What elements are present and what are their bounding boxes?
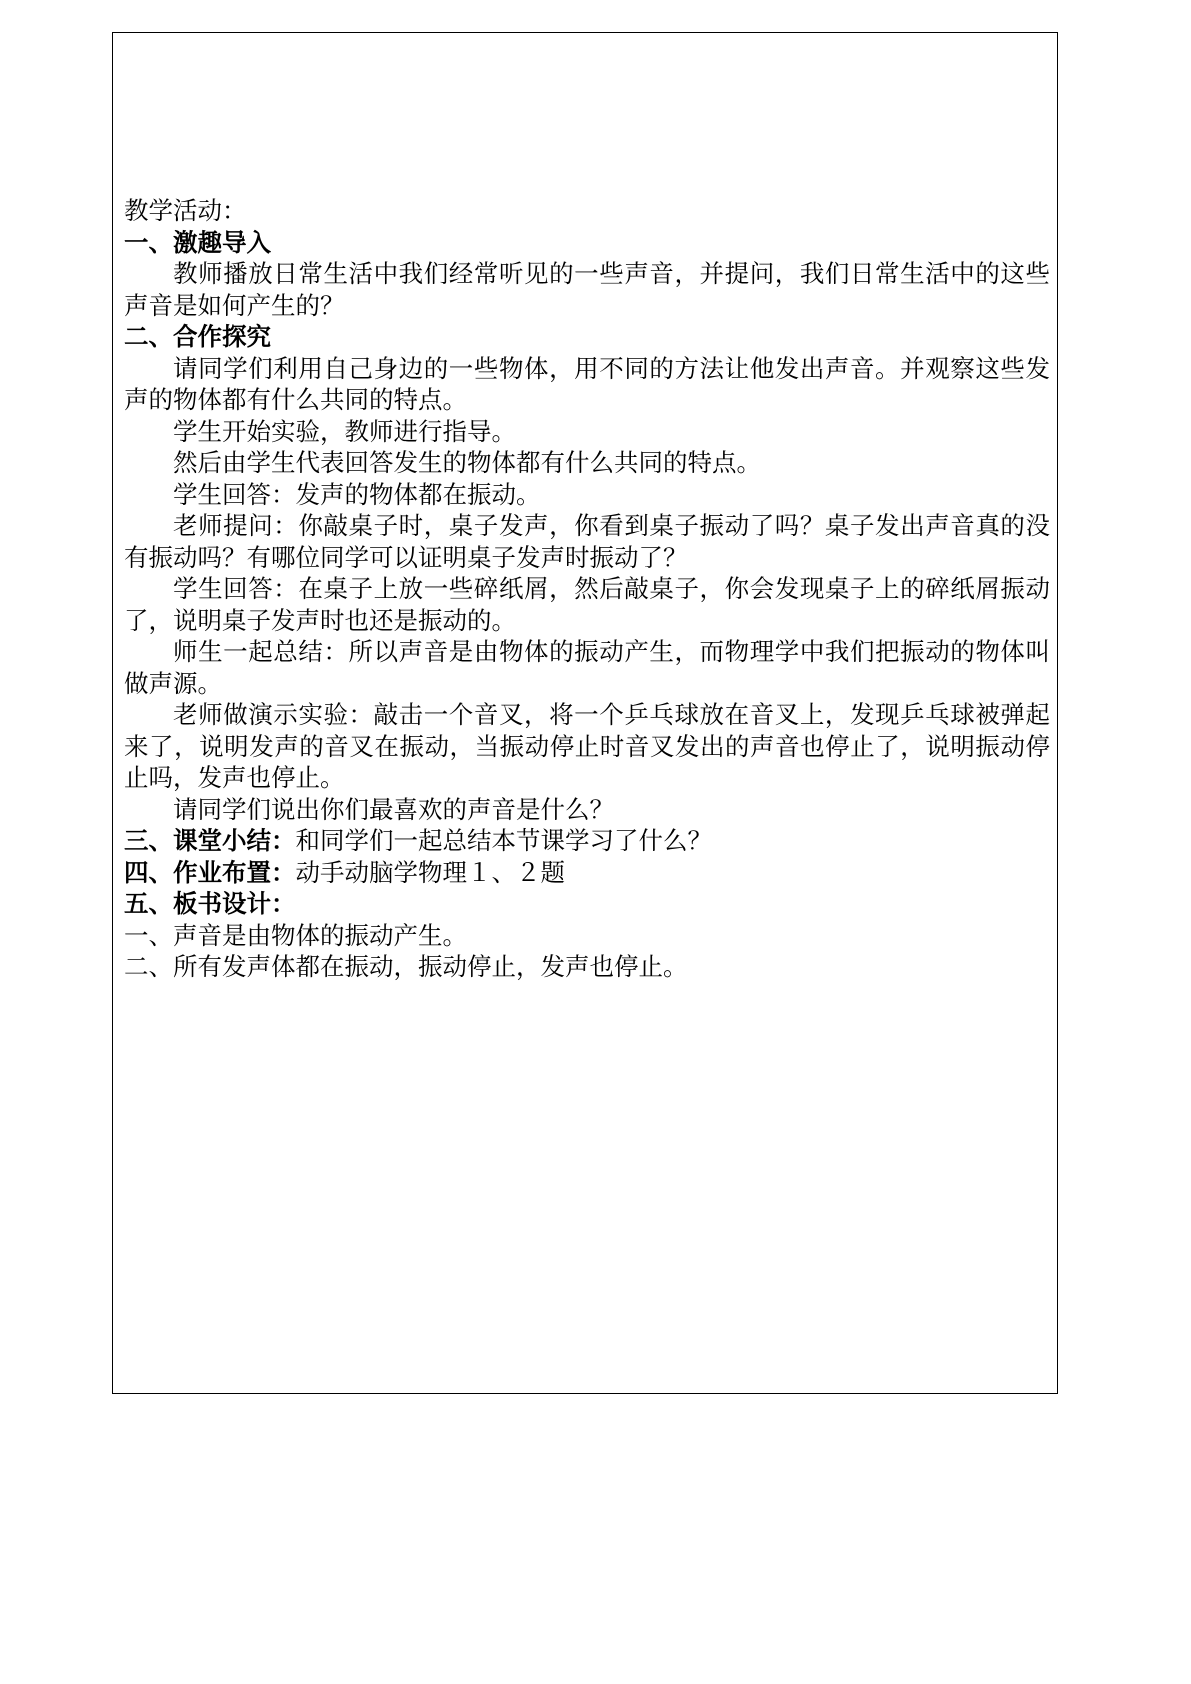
intro-label: 教学活动： <box>124 196 247 225</box>
section-3-text: 和同学们一起总结本节课学习了什么？ <box>295 826 712 855</box>
section-5-heading: 五、板书设计： <box>124 889 296 918</box>
section-2-paragraph-4: 学生回答：发声的物体都在振动。 <box>173 479 541 509</box>
section-4-line <box>124 857 1050 889</box>
section-4-heading: 四、作业布置： <box>124 857 296 887</box>
section-2-heading: 二、合作探究 <box>124 322 271 351</box>
board-design-item-2: 二、所有发声体都在振动，振动停止，发声也停止。 <box>124 952 688 981</box>
lesson-content <box>124 195 1050 983</box>
section-3-heading: 三、课堂小结： <box>124 826 296 855</box>
section-1-paragraph-1: 教师播放日常生活中我们经常听见的一些声音，并提问，我们日常生活中的这些声音是如何产生的？ <box>124 259 1050 320</box>
section-2-paragraph-7: 师生一起总结：所以声音是由物体的振动产生，而物理学中我们把振动的物体叫做声源。 <box>124 637 1050 698</box>
board-design-item-1: 一、声音是由物体的振动产生。 <box>124 920 467 950</box>
section-3-line <box>124 825 1050 857</box>
section-2-paragraph-9: 请同学们说出你们最喜欢的声音是什么？ <box>173 794 614 824</box>
section-2-paragraph-2: 学生开始实验，教师进行指导。 <box>173 416 516 446</box>
section-2-paragraph-3: 然后由学生代表回答发生的物体都有什么共同的特点。 <box>173 448 761 477</box>
section-2-paragraph-6: 学生回答：在桌子上放一些碎纸屑，然后敲桌子，你会发现桌子上的碎纸屑振动了，说明桌子发声时也还是振动的。 <box>124 574 1050 635</box>
section-2-paragraph-1: 请同学们利用自己身边的一些物体，用不同的方法让他发出声音。并观察这些发声的物体都有什么共同的特点。 <box>124 353 1050 414</box>
section-4-text: 动手动脑学物理１、２题 <box>295 857 565 887</box>
section-2-paragraph-8: 老师做演示实验：敲击一个音叉，将一个乒乓球放在音叉上，发现乒乓球被弹起来了，说明发声的音叉在振动，当振动停止时音叉发出的声音也停止了，说明振动停止吗，发声也停止。 <box>124 700 1050 792</box>
section-2-paragraph-5: 老师提问：你敲桌子时，桌子发声，你看到桌子振动了吗？桌子发出声音真的没有振动吗？有哪位同学可以证明桌子发声时振动了？ <box>124 511 1050 572</box>
section-1-heading: 一、激趣导入 <box>124 227 271 257</box>
